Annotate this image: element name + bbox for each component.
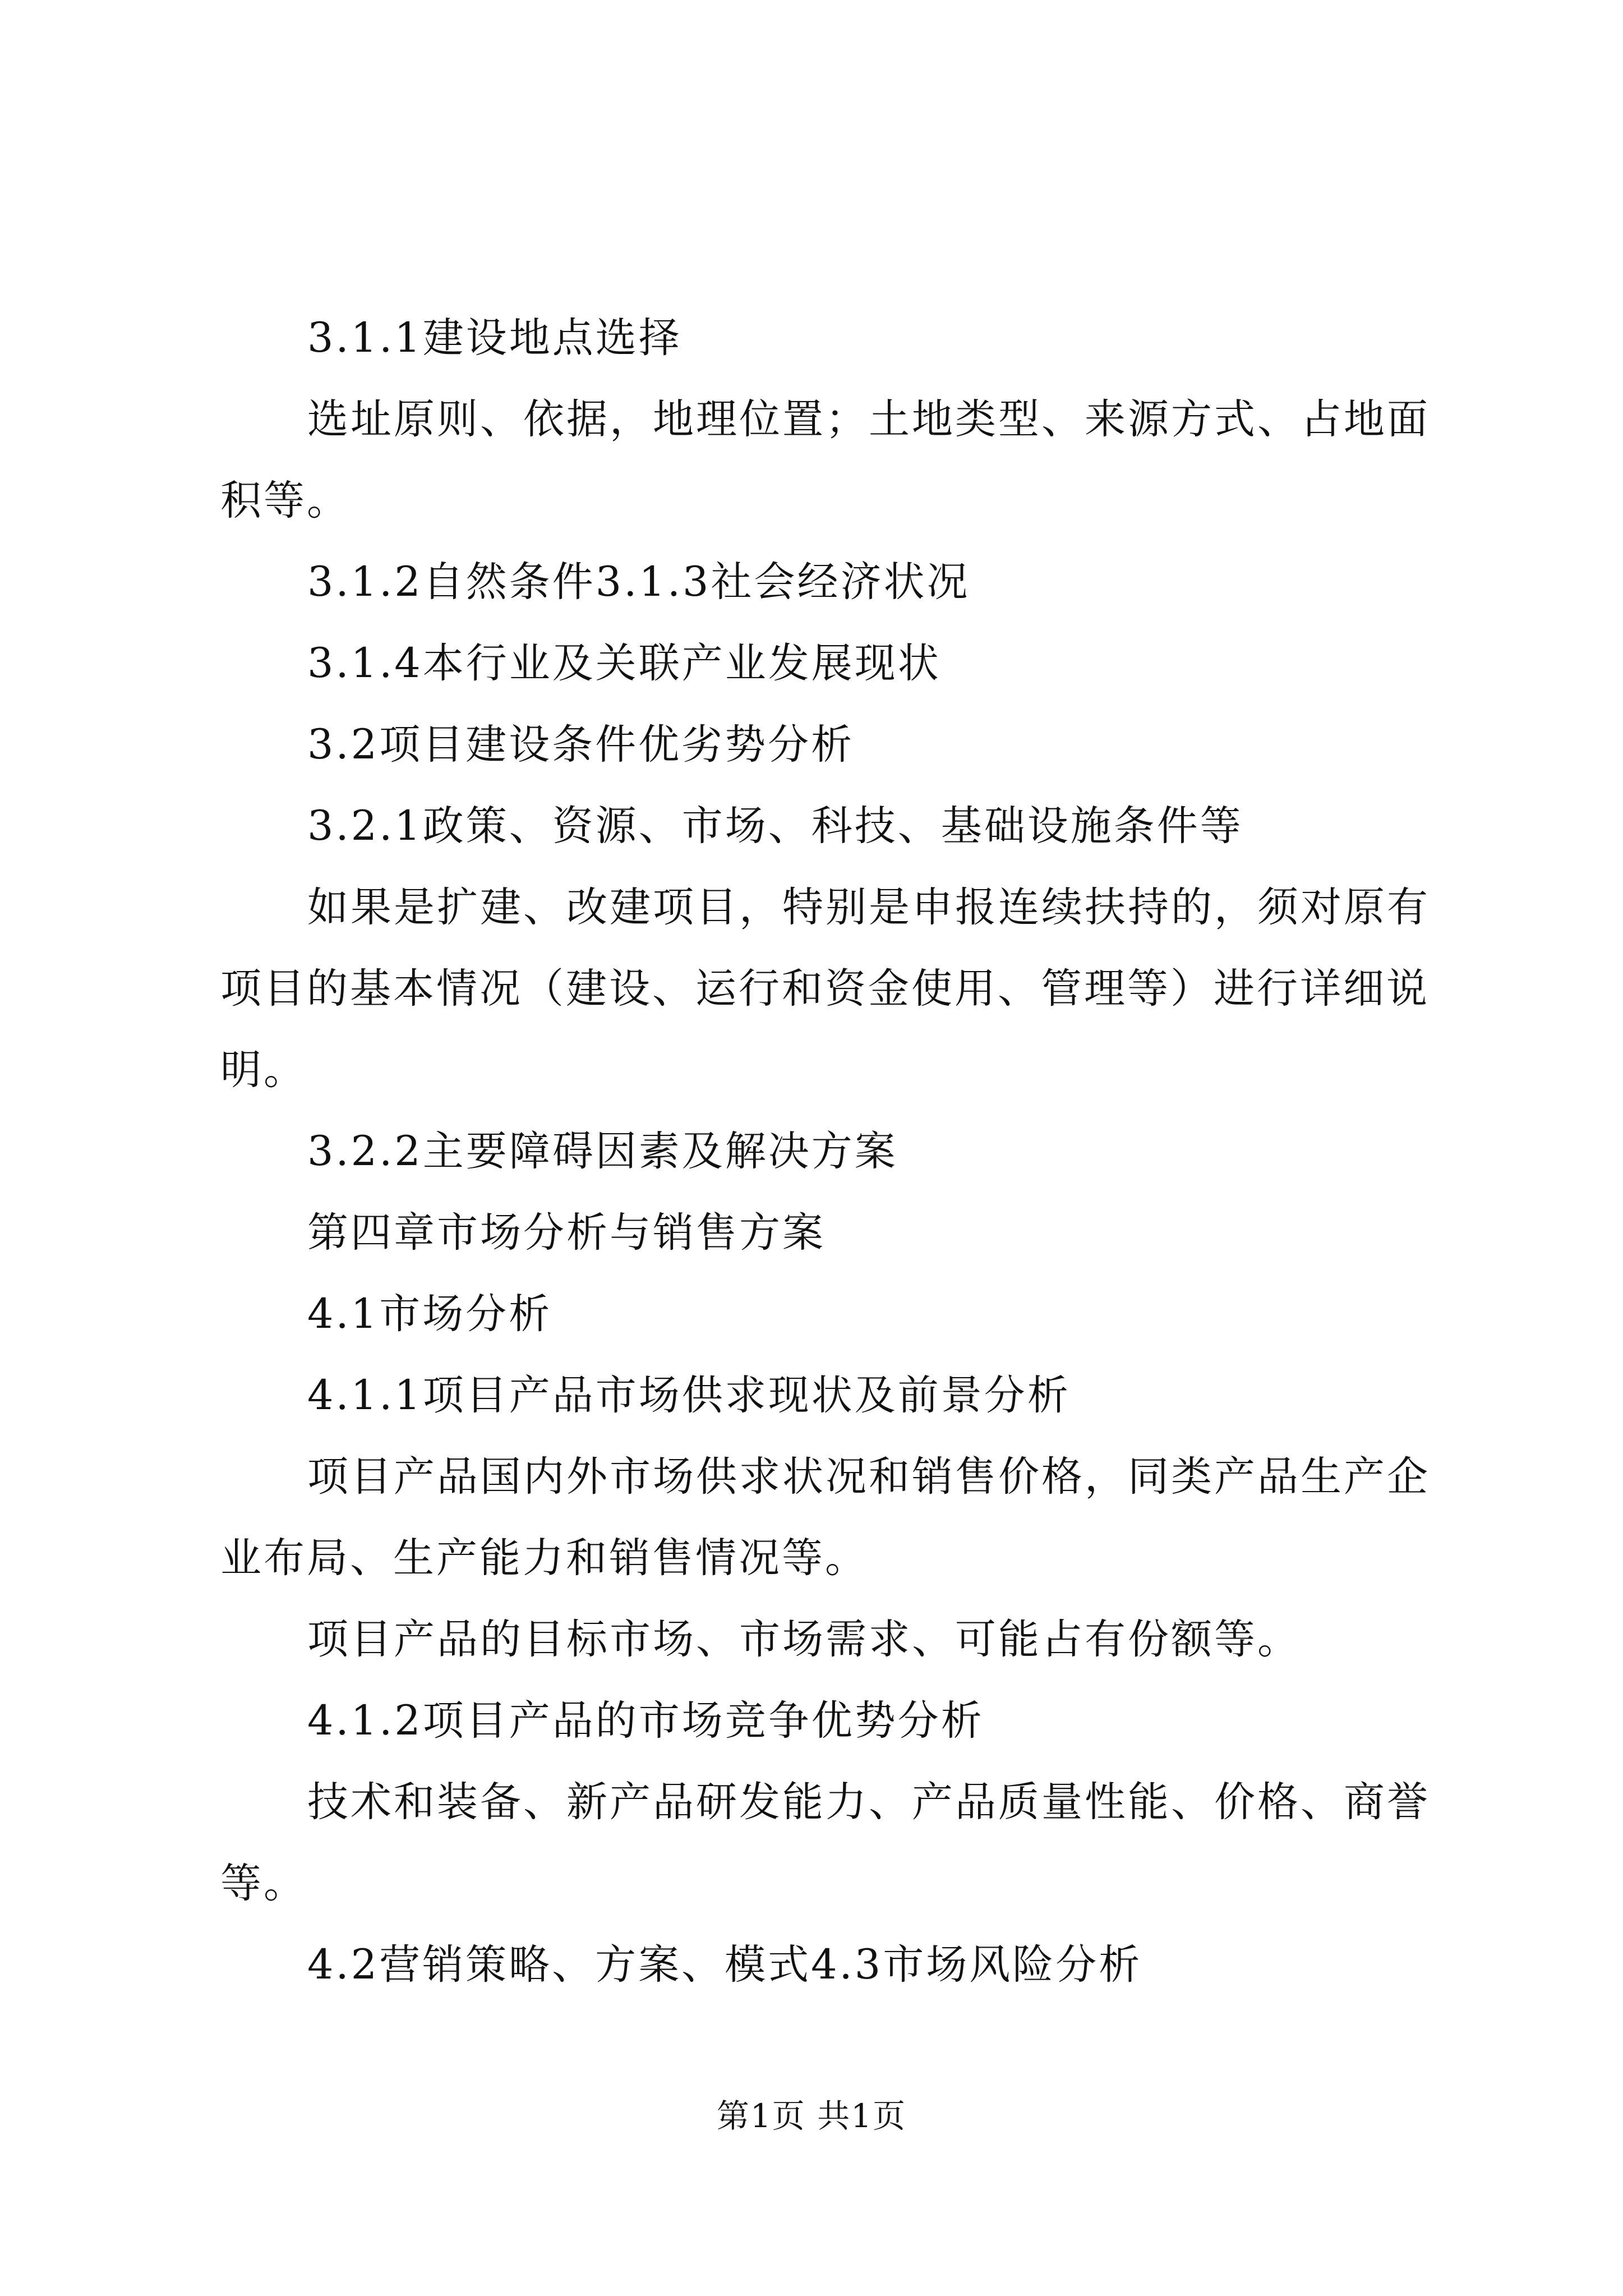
text-line: 4.2营销策略、方案、模式4.3市场风险分析: [307, 1941, 1142, 1989]
text-line: 3.2.2主要障碍因素及解决方案: [307, 1128, 898, 1175]
text-line: 3.2项目建设条件优劣势分析: [307, 721, 855, 769]
page-footer: 第1页 共1页: [716, 2097, 907, 2135]
text-line: 4.1市场分析: [307, 1290, 552, 1338]
text-line: 4.1.1项目产品市场供求现状及前景分析: [307, 1372, 1071, 1419]
text-line: 项目的基本情况（建设、运行和资金使用、管理等）进行详细说: [220, 965, 1430, 1013]
text-line: 积等。: [220, 477, 350, 524]
text-line: 如果是扩建、改建项目，特别是申报连续扶持的，须对原有: [307, 884, 1430, 931]
text-line: 3.1.2自然条件3.1.3社会经济状况: [307, 558, 970, 606]
text-line: 3.1.1建设地点选择: [307, 314, 682, 362]
text-line: 选址原则、依据，地理位置；土地类型、来源方式、占地面: [307, 395, 1430, 443]
text-line: 3.1.4本行业及关联产业发展现状: [307, 639, 941, 687]
section-heading: 第四章市场分析与销售方案: [307, 1209, 826, 1257]
text-line: 3.2.1政策、资源、市场、科技、基础设施条件等: [307, 802, 1243, 850]
text-line: 等。: [220, 1860, 307, 1907]
text-line: 4.1.2项目产品的市场竞争优势分析: [307, 1697, 984, 1745]
text-line: 项目产品国内外市场供求状况和销售价格，同类产品生产企: [307, 1453, 1430, 1501]
text-line: 项目产品的目标市场、市场需求、可能占有份额等。: [307, 1616, 1301, 1663]
text-line: 明。: [220, 1046, 307, 1094]
text-line: 业布局、生产能力和销售情况等。: [220, 1534, 868, 1582]
text-line: 技术和装备、新产品研发能力、产品质量性能、价格、商誉: [307, 1778, 1430, 1826]
